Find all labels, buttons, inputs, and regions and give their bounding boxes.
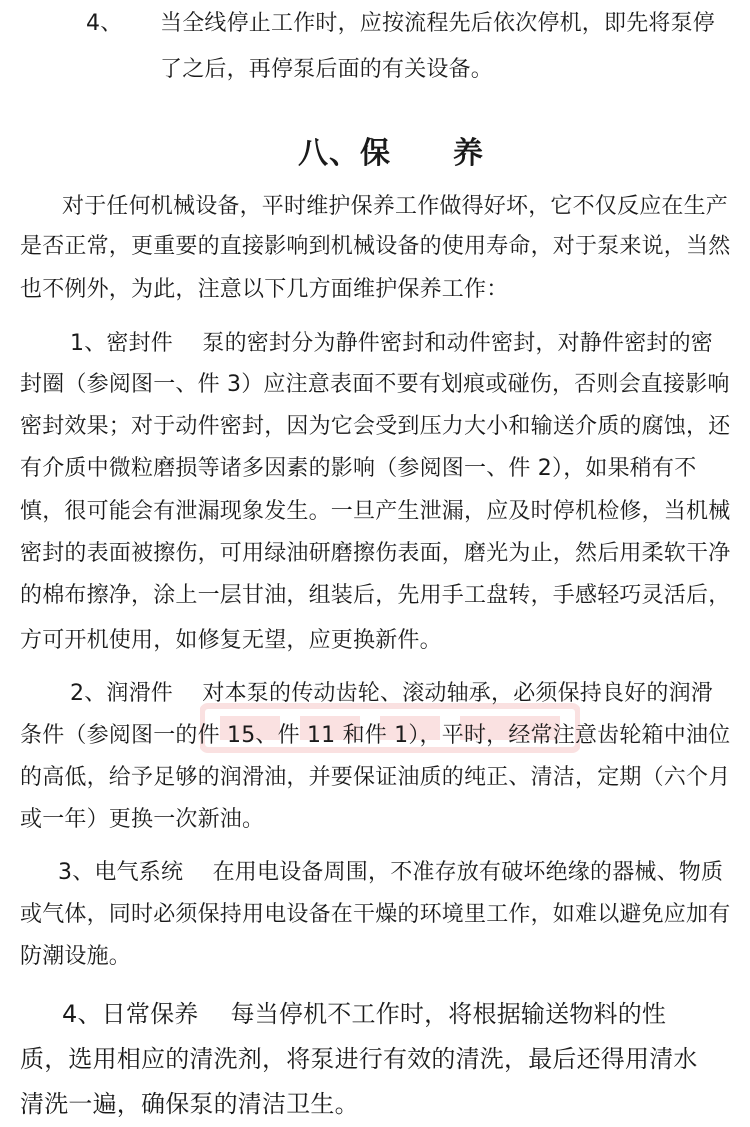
paragraph-line: 3、电气系统 在用电设备周围，不准存放有破坏绝缘的器械、物质 [58,860,724,885]
paragraph-line: 4、日常保养 每当停机不工作时，将根据输送物料的性 [62,1000,667,1028]
paragraph-line: 也不例外，为此，注意以下几方面维护保养工作： [20,277,509,302]
prev-item-line: 当全线停止工作时，应按流程先后依次停机，即先将泵停 [160,11,716,36]
paragraph-line: 的棉布擦净，涂上一层甘油，组装后，先用手工盘转，手感轻巧灵活后， [20,583,731,608]
paragraph-line: 是否正常，更重要的直接影响到机械设备的使用寿命，对于泵来说，当然 [20,234,731,259]
paragraph-line: 或气体，同时必须保持用电设备在干燥的环境里工作，如难以避免应加有 [20,902,731,927]
paragraph-line: 或一年）更换一次新油。 [20,807,265,832]
prev-item-number: 4、 [86,11,123,36]
paragraph-line: 密封的表面被擦伤，可用绿油研磨擦伤表面，磨光为止，然后用柔软干净 [20,541,731,566]
paragraph-line: 的高低，给予足够的润滑油，并要保证油质的纯正、清洁，定期（六个月 [20,765,731,790]
paragraph-line: 防潮设施。 [20,944,132,969]
paragraph-line: 方可开机使用，如修复无望，应更换新件。 [20,628,442,653]
paragraph-line: 封圈（参阅图一、件 3）应注意表面不要有划痕或碰伤，否则会直接影响 [20,372,730,397]
paragraph-line: 对于任何机械设备，平时维护保养工作做得好坏，它不仅反应在生产 [62,194,729,219]
paragraph-line: 2、润滑件 对本泵的传动齿轮、滚动轴承，必须保持良好的润滑 [70,681,713,706]
prev-item-line: 了之后，再停泵后面的有关设备。 [160,57,494,82]
paragraph-line: 密封效果；对于动件密封，因为它会受到压力大小和输送介质的腐蚀，还 [20,414,731,439]
paragraph-line: 条件（参阅图一的件 15、件 11 和件 1），平时，经常注意齿轮箱中油位 [20,723,731,748]
paragraph-line: 质，选用相应的清洗剂，将泵进行有效的清洗，最后还得用清水 [20,1045,698,1073]
paragraph-line: 慎，很可能会有泄漏现象发生。一旦产生泄漏，应及时停机检修，当机械 [20,499,731,524]
paragraph-line: 有介质中微粒磨损等诸多因素的影响（参阅图一、件 2），如果稍有不 [20,456,697,481]
section-title: 八、保 养 [298,136,484,171]
paragraph-line: 清洗一遍，确保泵的清洁卫生。 [20,1090,359,1118]
paragraph-line: 1、密封件 泵的密封分为静件密封和动件密封，对静件密封的密 [70,331,713,356]
